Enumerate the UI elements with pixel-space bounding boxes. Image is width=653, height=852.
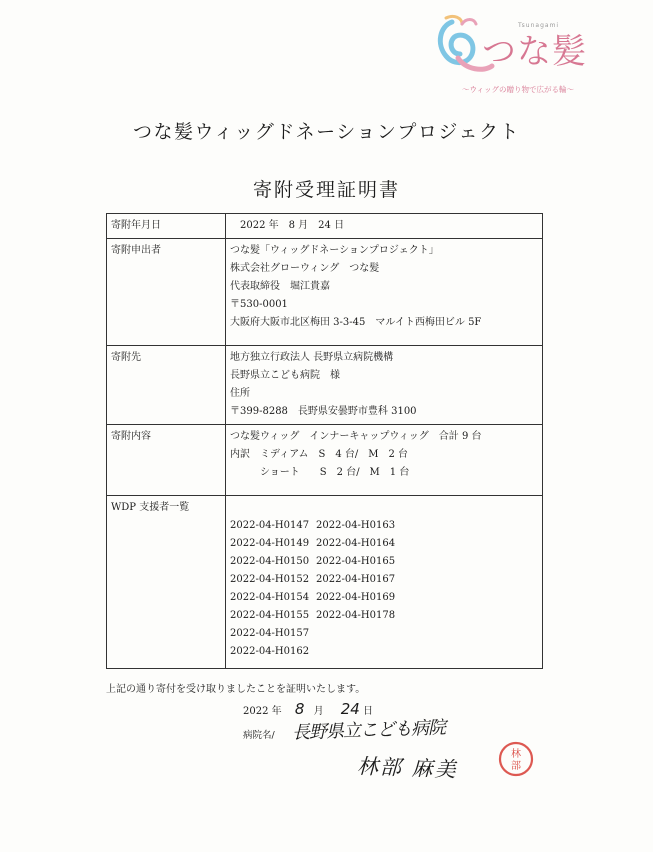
project-title: つな髪ウィッグドネーションプロジェクト: [132, 121, 521, 143]
month-unit: 月: [313, 706, 324, 717]
contents-summary: つな髪ウィッグ インナーキャップウィッグ 合計 9 台: [230, 431, 482, 442]
certification-year: 2022 年: [243, 706, 282, 717]
supporter-code-list: [230, 517, 538, 661]
recipient-value: [226, 346, 543, 425]
contents-breakdown-short: ショート S 2 台/ M 1 台: [230, 467, 410, 478]
recipient-line: 地方独立行政法人 長野県立病院機構: [230, 352, 394, 363]
supporter-row: [230, 607, 538, 625]
supporter-row: [230, 517, 538, 535]
table-row-contents: [107, 425, 543, 496]
certification-month: 8: [294, 700, 305, 718]
recipient-line: 長野県立こども病院 様: [230, 370, 340, 381]
supporter-code: 2022-04-H0154: [230, 592, 310, 603]
recipient-label: 寄附先: [107, 346, 226, 425]
applicant-line: 〒530-0001: [230, 299, 288, 310]
applicant-line: 大阪府大阪市北区梅田 3-3-45 マルイト西梅田ビル 5F: [230, 317, 482, 328]
table-row-supporters: [107, 496, 543, 669]
contents-breakdown-medium: 内訳 ミディアム S 4 台/ M 2 台: [230, 449, 409, 460]
supporter-code: 2022-04-H0155: [230, 610, 310, 621]
day-unit: 日: [363, 706, 374, 717]
document-title: 寄附受理証明書: [252, 179, 400, 201]
seal-char-2: 部: [511, 761, 521, 772]
applicant-line: つな髪「ウィッグドネーションプロジェクト」: [230, 245, 439, 256]
logo-tagline: 〜ウィッグの贈り物で広がる輪〜: [462, 85, 575, 94]
supporter-code: 2022-04-H0157: [230, 628, 310, 639]
contents-label: 寄附内容: [107, 425, 226, 496]
tsunagami-logo: [432, 14, 632, 94]
applicant-value: [226, 239, 543, 346]
supporter-code: 2022-04-H0150: [230, 556, 310, 567]
recipient-line: 住所: [230, 388, 250, 399]
logo-latin-name: Tsunagami: [518, 22, 560, 29]
hospital-signature: 長野県立こども病院: [291, 717, 446, 744]
supporter-code: 2022-04-H0178: [316, 610, 396, 621]
supporter-code: 2022-04-H0162: [230, 646, 310, 657]
applicant-label: 寄附申出者: [107, 239, 226, 346]
supporters-value: [226, 496, 543, 669]
seal-char-1: 林: [511, 749, 521, 760]
hospital-name-label: 病院名/: [243, 730, 275, 741]
supporter-row: [230, 553, 538, 571]
supporter-code: 2022-04-H0149: [230, 538, 310, 549]
logo-brand-name: つな髪: [482, 32, 587, 72]
date-label: 寄附年月日: [107, 214, 226, 239]
supporter-code: 2022-04-H0152: [230, 574, 310, 585]
supporter-row: [230, 625, 538, 643]
table-row-applicant: [107, 239, 543, 346]
supporter-code: 2022-04-H0147: [230, 520, 310, 531]
supporter-code: 2022-04-H0163: [316, 520, 396, 531]
certification-date: [243, 700, 373, 718]
applicant-line: 代表取締役 堀江貴嘉: [230, 281, 330, 292]
supporters-label: WDP 支援者一覧: [107, 496, 226, 669]
contents-value: [226, 425, 543, 496]
certificate-table: [106, 213, 543, 669]
supporter-row: [230, 571, 538, 589]
recipient-line: 〒399-8288 長野県安曇野市豊科 3100: [230, 406, 417, 417]
supporter-row: [230, 643, 538, 661]
certification-statement: 上記の通り寄付を受け取りましたことを証明いたします。: [106, 684, 366, 695]
table-row-recipient: [107, 346, 543, 425]
supporter-row: [230, 589, 538, 607]
supporter-code: 2022-04-H0164: [316, 538, 396, 549]
supporter-code: 2022-04-H0165: [316, 556, 396, 567]
supporter-code: 2022-04-H0169: [316, 592, 396, 603]
name-signature: 林部 麻美: [356, 754, 459, 782]
date-value: [226, 214, 543, 239]
supporter-code: 2022-04-H0167: [316, 574, 396, 585]
supporter-row: [230, 535, 538, 553]
donation-date: 2022 年 8 月 24 日: [240, 220, 345, 231]
table-row-date: [107, 214, 543, 239]
applicant-line: 株式会社グローウィング つな髪: [230, 263, 380, 274]
seal-stamp-icon: [497, 740, 535, 778]
certification-day: 24: [340, 700, 360, 718]
